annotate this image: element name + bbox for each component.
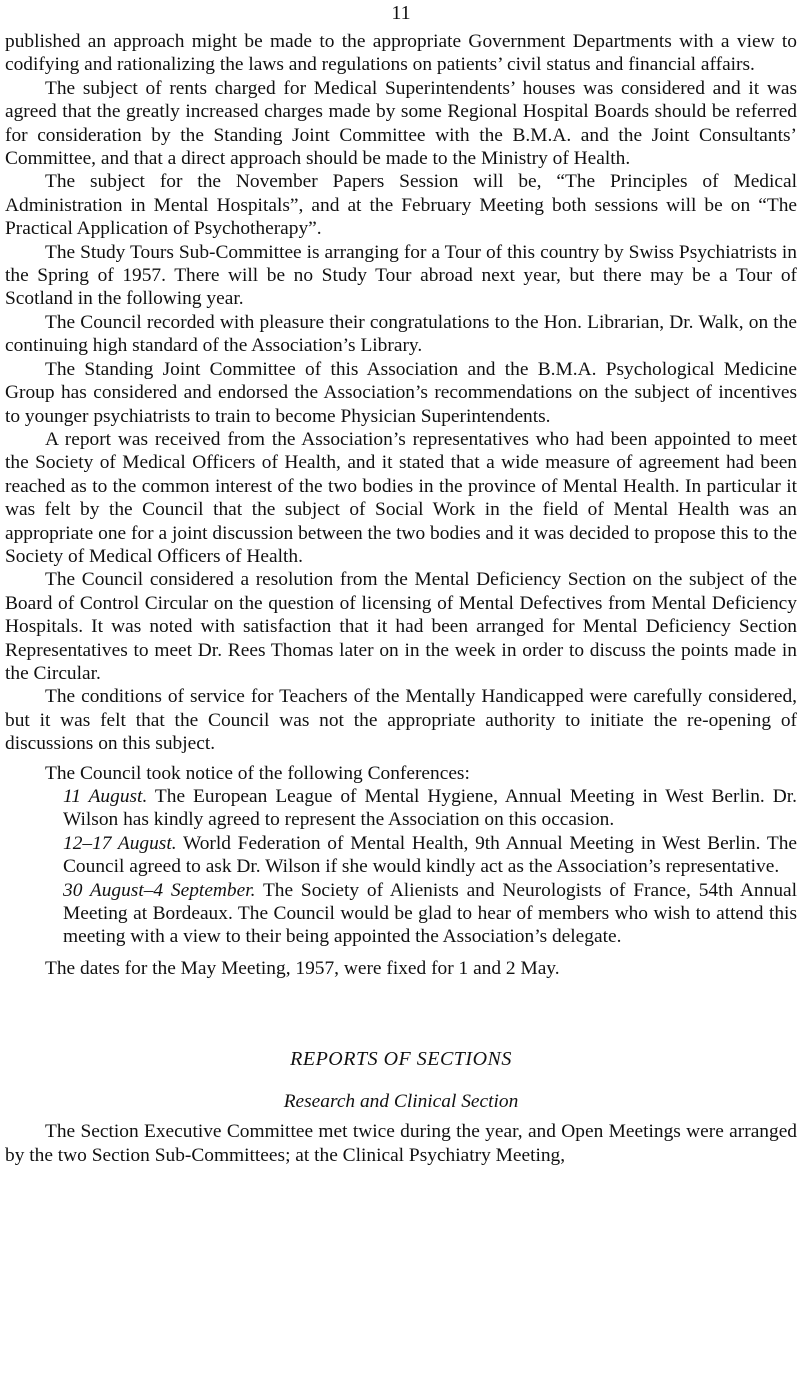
conference-date: 30 August–4 September.	[63, 879, 256, 901]
closing-paragraph: The dates for the May Meeting, 1957, were fixed for 1 and 2 May.	[45, 957, 560, 979]
paragraph-7: A report was received from the Association’s representatives who had been appointed to meet the Society of Medical Officers of Health, and it stated that a wide measure of agreement had been reached as to the common interest of the two bodies in the province of Mental Health. In particular it was felt by the Council that the subject of Social Work in the field of Mental Health was an appropriate one for a joint discussion between the two bodies and it was decided to propose this to the Society of Medical Officers of Health.	[5, 428, 797, 567]
conference-item	[5, 785, 797, 832]
paragraph-2: The subject of rents charged for Medical Superintendents’ houses was considered and it was agreed that the greatly increased charges made by some Regional Hospital Boards should be referred for consideration by the Standing Joint Committee with the B.M.A. and the Joint Consultants’ Committee, and that a direct approach should be made to the Ministry of Health.	[5, 77, 797, 170]
paragraph-9: The conditions of service for Teachers of the Mentally Handicapped were carefully considered, but it was felt that the Council was not the appropriate authority to initiate the re-opening of discussions on this subject.	[5, 686, 797, 755]
paragraph-10: The Council took notice of the following Conferences:	[45, 762, 470, 784]
conference-text: The Society of Alienists and Neurologists of France, 54th Annual Meeting at Bordeaux. The Council would be glad to hear of members who wish to attend this meeting with a view to their being appointed the Association’s delegate.	[63, 879, 798, 948]
paragraph-8: The Council considered a resolution from the Mental Deficiency Section on the subject of the Board of Control Circular on the question of licensing of Mental Defectives from Mental Deficiency Hospitals. It was noted with satisfaction that it had been arranged for Mental Deficiency Section Representatives to meet Dr. Rees Thomas later on in the week in order to discuss the points made in the Circular.	[5, 569, 797, 684]
conference-date: 12–17 August.	[63, 832, 177, 854]
paragraph-1: published an approach might be made to the appropriate Government Departments with a view to codifying and rationalizing the laws and regulations on patients’ civil status and financial affairs.	[5, 31, 797, 76]
page-number: 11	[391, 2, 411, 24]
section-body	[5, 1120, 797, 1167]
section-heading: REPORTS OF SECTIONS	[290, 1048, 512, 1071]
paragraph-6: The Standing Joint Committee of this Association and the B.M.A. Psychological Medicine Group has considered and endorsed the Association’s recommendations on the subject of incentives to younger psychiatrists to train to become Physician Superintendents.	[5, 358, 797, 427]
conference-text: The European League of Mental Hygiene, Annual Meeting in West Berlin. Dr. Wilson has kindly agreed to represent the Association on this occasion.	[63, 786, 797, 831]
conference-text: World Federation of Mental Health, 9th Annual Meeting in West Berlin. The Council agreed to ask Dr. Wilson if she would kindly act as the Association’s representative.	[63, 832, 797, 878]
conference-date: 11 August.	[63, 786, 148, 807]
paragraph-5: The Council recorded with pleasure their congratulations to the Hon. Librarian, Dr. Walk, on the continuing high standard of the Association’s Library.	[5, 311, 797, 357]
conference-item	[5, 879, 797, 949]
body-text	[5, 30, 797, 980]
conference-item	[5, 832, 797, 879]
section-paragraph: The Section Executive Committee met twice during the year, and Open Meetings were arranged by the two Section Sub-Committees; at the Clinical Psychiatry Meeting,	[5, 1121, 797, 1166]
paragraph-4: The Study Tours Sub-Committee is arranging for a Tour of this country by Swiss Psychiatrists in the Spring of 1957. There will be no Study Tour abroad next year, but there may be a Tour of Scotland in the following year.	[5, 241, 797, 310]
section-subheading: Research and Clinical Section	[283, 1091, 519, 1113]
paragraph-3: The subject for the November Papers Session will be, “The Principles of Medical Administration in Mental Hospitals”, and at the February Meeting both sessions will be on “The Practical Application of Psychotherapy”.	[5, 171, 797, 240]
